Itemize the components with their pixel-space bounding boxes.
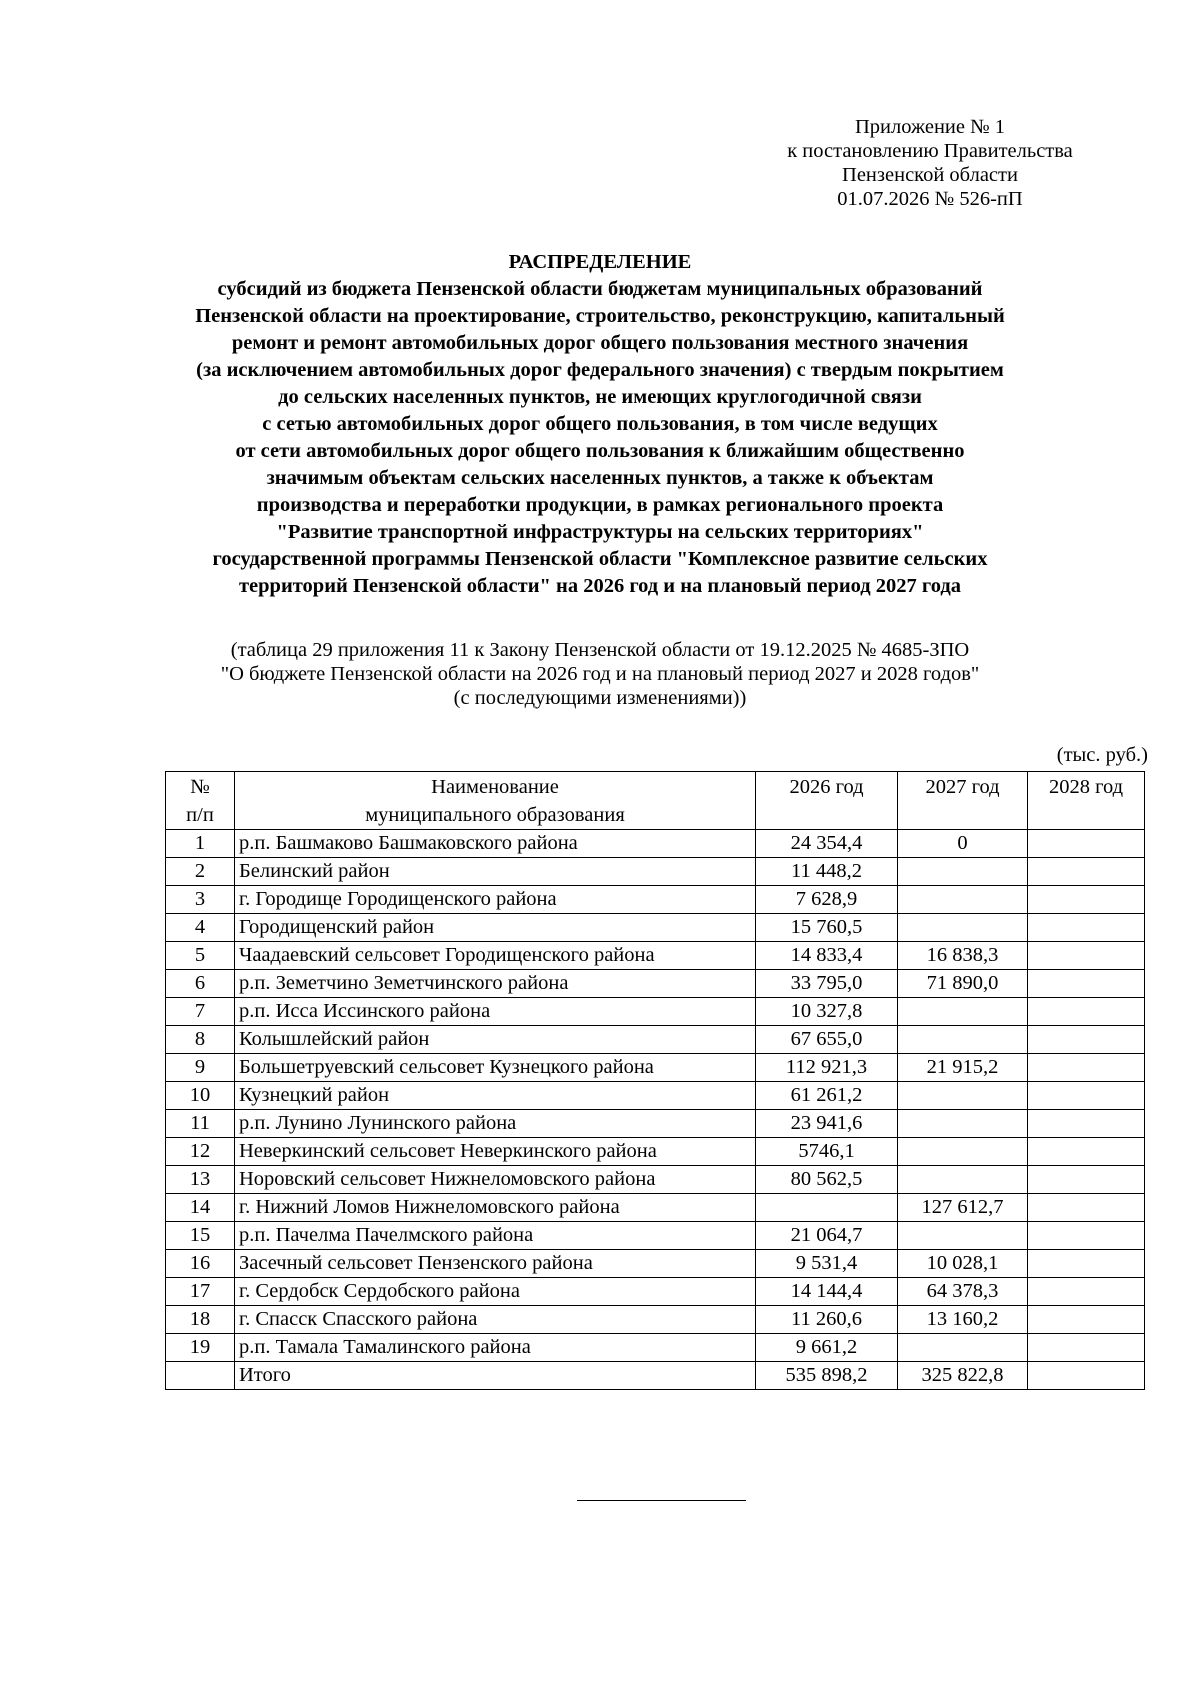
- municipality-name: р.п. Тамала Тамалинского района: [235, 1334, 756, 1362]
- table-row: [166, 858, 1145, 886]
- row-number: 5: [166, 942, 235, 970]
- value-2028: [1028, 1278, 1145, 1306]
- row-number: 8: [166, 1026, 235, 1054]
- value-2026: 5746,1: [756, 1138, 898, 1166]
- title-line: (за исключением автомобильных дорог федерального значения) с твердым покрытием: [196, 359, 1004, 381]
- row-number: 11: [166, 1110, 235, 1138]
- municipality-name: Колышлейский район: [235, 1026, 756, 1054]
- value-2027: 127 612,7: [898, 1194, 1028, 1222]
- value-2028: [1028, 1250, 1145, 1278]
- title-line: территорий Пензенской области" на 2026 год и на плановый период 2027 года: [238, 575, 962, 597]
- header-2027: 2027 год: [898, 772, 1028, 830]
- title-line: значимым объектам сельских населенных пунктов, а также к объектам: [266, 467, 934, 489]
- header-name: [235, 772, 756, 830]
- value-2028: [1028, 1306, 1145, 1334]
- municipality-name: Большетруевский сельсовет Кузнецкого района: [235, 1054, 756, 1082]
- row-number: 9: [166, 1054, 235, 1082]
- table-row: [166, 1082, 1145, 1110]
- source-line: (с последующими изменениями)): [453, 687, 747, 709]
- total-label: Итого: [235, 1362, 756, 1390]
- row-number: 1: [166, 830, 235, 858]
- row-number: 13: [166, 1166, 235, 1194]
- header-number-line: п/п: [186, 804, 214, 826]
- value-2028: [1028, 1362, 1145, 1390]
- table-row: [166, 1306, 1145, 1334]
- value-2026: 24 354,4: [756, 830, 898, 858]
- table-row: [166, 1026, 1145, 1054]
- table-row: [166, 1222, 1145, 1250]
- row-number: 12: [166, 1138, 235, 1166]
- table-row: [166, 970, 1145, 998]
- municipality-name: Неверкинский сельсовет Неверкинского района: [235, 1138, 756, 1166]
- table-row: [166, 1054, 1145, 1082]
- row-number: 16: [166, 1250, 235, 1278]
- row-number: 19: [166, 1334, 235, 1362]
- value-2027: 64 378,3: [898, 1278, 1028, 1306]
- value-2028: [1028, 858, 1145, 886]
- value-2026: 11 448,2: [756, 858, 898, 886]
- municipality-name: г. Нижний Ломов Нижнеломовского района: [235, 1194, 756, 1222]
- value-2026: 9 661,2: [756, 1334, 898, 1362]
- municipality-name: г. Спасск Спасского района: [235, 1306, 756, 1334]
- value-2028: [1028, 998, 1145, 1026]
- row-number: 18: [166, 1306, 235, 1334]
- value-2026: 67 655,0: [756, 1026, 898, 1054]
- table-row: [166, 1334, 1145, 1362]
- value-2026: 10 327,8: [756, 998, 898, 1026]
- row-number: 3: [166, 886, 235, 914]
- table-row: [166, 1278, 1145, 1306]
- end-divider: [577, 1500, 746, 1501]
- value-2027: 10 028,1: [898, 1250, 1028, 1278]
- appendix-resolution: к постановлению Правительства: [787, 140, 1073, 162]
- value-2026: 21 064,7: [756, 1222, 898, 1250]
- appendix-region: Пензенской области: [842, 164, 1018, 186]
- value-2027: [898, 1138, 1028, 1166]
- subsidies-table: [165, 771, 1145, 1390]
- value-2027: [898, 1082, 1028, 1110]
- value-2026: 535 898,2: [756, 1362, 898, 1390]
- value-2027: [898, 858, 1028, 886]
- row-number: 10: [166, 1082, 235, 1110]
- source-line: "О бюджете Пензенской области на 2026 год и на плановый период 2027 и 2028 годов": [220, 663, 980, 685]
- table-row: [166, 914, 1145, 942]
- value-2028: [1028, 1110, 1145, 1138]
- row-number: 4: [166, 914, 235, 942]
- table-row: [166, 1166, 1145, 1194]
- value-2027: [898, 1334, 1028, 1362]
- value-2027: [898, 1026, 1028, 1054]
- source-line: (таблица 29 приложения 11 к Закону Пензенской области от 19.12.2025 № 4685-ЗПО: [230, 639, 970, 661]
- header-number-line: №: [190, 776, 210, 798]
- municipality-name: р.п. Исса Иссинского района: [235, 998, 756, 1026]
- value-2028: [1028, 914, 1145, 942]
- value-2026: 112 921,3: [756, 1054, 898, 1082]
- value-2027: 71 890,0: [898, 970, 1028, 998]
- header-2028: 2028 год: [1028, 772, 1145, 830]
- appendix-reference: [730, 115, 1130, 211]
- title-line: государственной программы Пензенской области "Комплексное развитие сельских: [212, 548, 988, 570]
- value-2028: [1028, 942, 1145, 970]
- table-row: [166, 1194, 1145, 1222]
- table-row: [166, 1250, 1145, 1278]
- value-2026: 9 531,4: [756, 1250, 898, 1278]
- value-2028: [1028, 1138, 1145, 1166]
- municipality-name: г. Сердобск Сердобского района: [235, 1278, 756, 1306]
- row-number: 14: [166, 1194, 235, 1222]
- municipality-name: Городищенский район: [235, 914, 756, 942]
- municipality-name: Чаадаевский сельсовет Городищенского района: [235, 942, 756, 970]
- value-2026: 33 795,0: [756, 970, 898, 998]
- value-2027: 0: [898, 830, 1028, 858]
- value-2027: [898, 1222, 1028, 1250]
- title-line: производства и переработки продукции, в рамках регионального проекта: [256, 494, 944, 516]
- title-line: с сетью автомобильных дорог общего пользования, в том числе ведущих: [262, 413, 938, 435]
- value-2028: [1028, 1334, 1145, 1362]
- municipality-name: р.п. Лунино Лунинского района: [235, 1110, 756, 1138]
- value-2028: [1028, 1222, 1145, 1250]
- value-2026: 14 144,4: [756, 1278, 898, 1306]
- municipality-name: г. Городище Городищенского района: [235, 886, 756, 914]
- title-heading: РАСПРЕДЕЛЕНИЕ: [508, 251, 692, 273]
- value-2026: 7 628,9: [756, 886, 898, 914]
- municipality-name: Норовский сельсовет Нижнеломовского района: [235, 1166, 756, 1194]
- municipality-name: р.п. Пачелма Пачелмского района: [235, 1222, 756, 1250]
- table-row: [166, 1138, 1145, 1166]
- value-2027: 21 915,2: [898, 1054, 1028, 1082]
- units-label: (тыс. руб.): [1056, 744, 1148, 766]
- value-2026: [756, 1194, 898, 1222]
- municipality-name: р.п. Земетчино Земетчинского района: [235, 970, 756, 998]
- value-2027: [898, 1110, 1028, 1138]
- value-2026: 14 833,4: [756, 942, 898, 970]
- title-line: Пензенской области на проектирование, строительство, реконструкцию, капитальный: [195, 305, 1005, 327]
- table-total-row: [166, 1362, 1145, 1390]
- row-number: 15: [166, 1222, 235, 1250]
- header-number: [166, 772, 235, 830]
- table-row: [166, 830, 1145, 858]
- table-row: [166, 998, 1145, 1026]
- value-2028: [1028, 1194, 1145, 1222]
- value-2027: [898, 886, 1028, 914]
- title-line: ремонт и ремонт автомобильных дорог общего пользования местного значения: [231, 332, 969, 354]
- table-row: [166, 886, 1145, 914]
- table-header-row: [166, 772, 1145, 830]
- value-2028: [1028, 886, 1145, 914]
- row-number: 6: [166, 970, 235, 998]
- row-number: 2: [166, 858, 235, 886]
- value-2027: [898, 914, 1028, 942]
- value-2026: 80 562,5: [756, 1166, 898, 1194]
- value-2028: [1028, 1026, 1145, 1054]
- value-2026: 11 260,6: [756, 1306, 898, 1334]
- table-row: [166, 1110, 1145, 1138]
- title-line: "Развитие транспортной инфраструктуры на сельских территориях": [276, 521, 924, 543]
- value-2026: 61 261,2: [756, 1082, 898, 1110]
- header-2026: 2026 год: [756, 772, 898, 830]
- value-2028: [1028, 1054, 1145, 1082]
- row-number: 7: [166, 998, 235, 1026]
- title-line: до сельских населенных пунктов, не имеющих круглогодичной связи: [278, 386, 922, 408]
- municipality-name: Белинский район: [235, 858, 756, 886]
- appendix-date: 01.07.2026 № 526-пП: [837, 188, 1023, 210]
- municipality-name: Засечный сельсовет Пензенского района: [235, 1250, 756, 1278]
- document-title: [120, 249, 1080, 600]
- value-2028: [1028, 1166, 1145, 1194]
- value-2026: 23 941,6: [756, 1110, 898, 1138]
- value-2027: 325 822,8: [898, 1362, 1028, 1390]
- value-2026: 15 760,5: [756, 914, 898, 942]
- municipality-name: Кузнецкий район: [235, 1082, 756, 1110]
- value-2027: [898, 1166, 1028, 1194]
- table-body: [166, 830, 1145, 1390]
- row-number: 17: [166, 1278, 235, 1306]
- value-2027: [898, 998, 1028, 1026]
- row-number: [166, 1362, 235, 1390]
- appendix-number: Приложение № 1: [854, 116, 1006, 138]
- title-line: от сети автомобильных дорог общего пользования к ближайшим общественно: [235, 440, 965, 462]
- title-line: субсидий из бюджета Пензенской области бюджетам муниципальных образований: [217, 278, 983, 300]
- value-2027: 16 838,3: [898, 942, 1028, 970]
- value-2028: [1028, 970, 1145, 998]
- value-2027: 13 160,2: [898, 1306, 1028, 1334]
- value-2028: [1028, 1082, 1145, 1110]
- table-row: [166, 942, 1145, 970]
- source-reference: [120, 638, 1080, 710]
- header-name-line: муниципального образования: [365, 804, 625, 826]
- municipality-name: р.п. Башмаково Башмаковского района: [235, 830, 756, 858]
- value-2028: [1028, 830, 1145, 858]
- header-name-line: Наименование: [431, 776, 559, 798]
